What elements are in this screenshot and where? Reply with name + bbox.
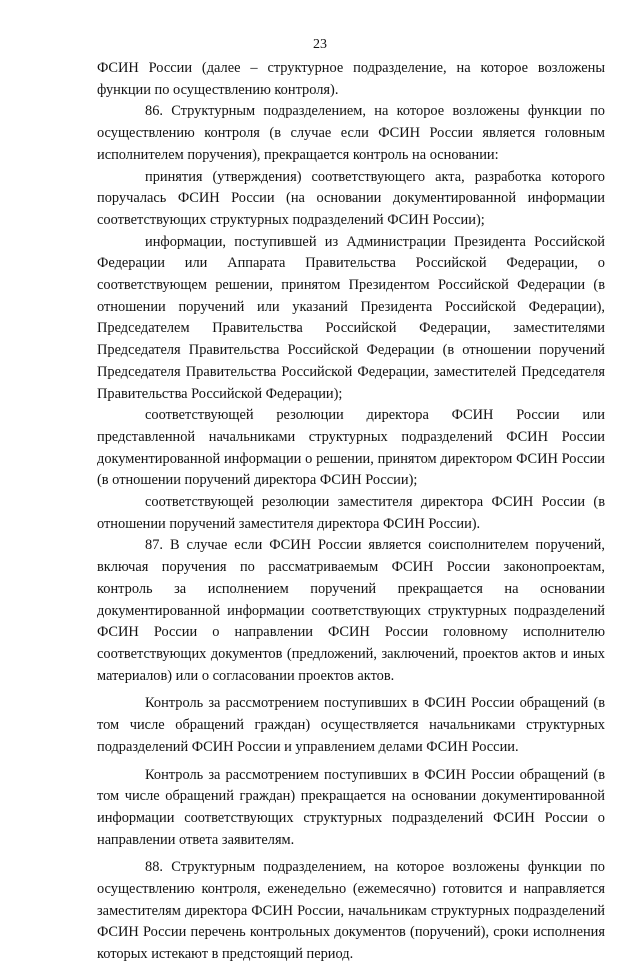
paragraph-86-item-3: соответствующей резолюции директора ФСИН России или представленной начальниками структурных подразделений ФСИН России документированной информации о решении, принятом директором ФСИН России (в отношении поручений директора ФСИН России);	[97, 407, 605, 489]
paragraph-87-control-termination: Контроль за рассмотрением поступивших в ФСИН России обращений (в том числе обращений граждан) прекращается на основании документированной информации соответствующих структурных подразделений ФСИН России о направлении ответа заявителям.	[97, 766, 605, 848]
paragraph-86-item-1: принятия (утверждения) соответствующего акта, разработка которого поручалась ФСИН России (на основании документированной информации соответствующих структурных подразделений ФСИН России);	[97, 168, 605, 228]
paragraph-87-control-appeals: Контроль за рассмотрением поступивших в ФСИН России обращений (в том числе обращений граждан) осуществляется начальниками структурных подразделений ФСИН России и управлением делами ФСИН России.	[97, 695, 605, 755]
document-body	[97, 58, 605, 966]
paragraph-86-item-2: информации, поступившей из Администрации Президента Российской Федерации или Аппарата Правительства Российской Федерации, о соответствующем решении, принятом Президентом Российской Федерации (в отношении поручений или указаний Президента Российской Федерации), Председателем Правительства Российской Федерации, заместителями Председателя Правительства Российской Федерации (в отношении поручений Председателя Правительства Российской Федерации, заместителей Председателя Правительства Российской Федерации);	[97, 233, 605, 402]
paragraph-87: 87. В случае если ФСИН России является соисполнителем поручений, включая поручения по рассматриваемым ФСИН России законопроектам, контроль за исполнением поручений прекращается на основании документированной информации соответствующих структурных подразделений ФСИН России о направлении ФСИН России головному исполнителю соответствующих документов (предложений, заключений, проектов актов и иных материалов) или о согласовании проектов актов.	[97, 537, 605, 684]
paragraph-86-item-4: соответствующей резолюции заместителя директора ФСИН России (в отношении поручений заместителя директора ФСИН России).	[97, 494, 605, 532]
paragraph-continuation: ФСИН России (далее – структурное подразделение, на которое возложены функции по осуществлению контроля).	[97, 60, 605, 98]
page-number: 23	[313, 37, 327, 52]
paragraph-88: 88. Структурным подразделением, на которое возложены функции по осуществлению контроля, еженедельно (ежемесячно) готовится и направляется заместителям директора ФСИН России, начальникам структурных подразделений ФСИН России перечень контрольных документов (поручений), сроки исполнения которых истекают в предстоящий период.	[97, 859, 605, 963]
paragraph-86: 86. Структурным подразделением, на которое возложены функции по осуществлению контроля (в случае если ФСИН России является головным исполнителем поручения), прекращается контроль на основании:	[97, 103, 605, 163]
